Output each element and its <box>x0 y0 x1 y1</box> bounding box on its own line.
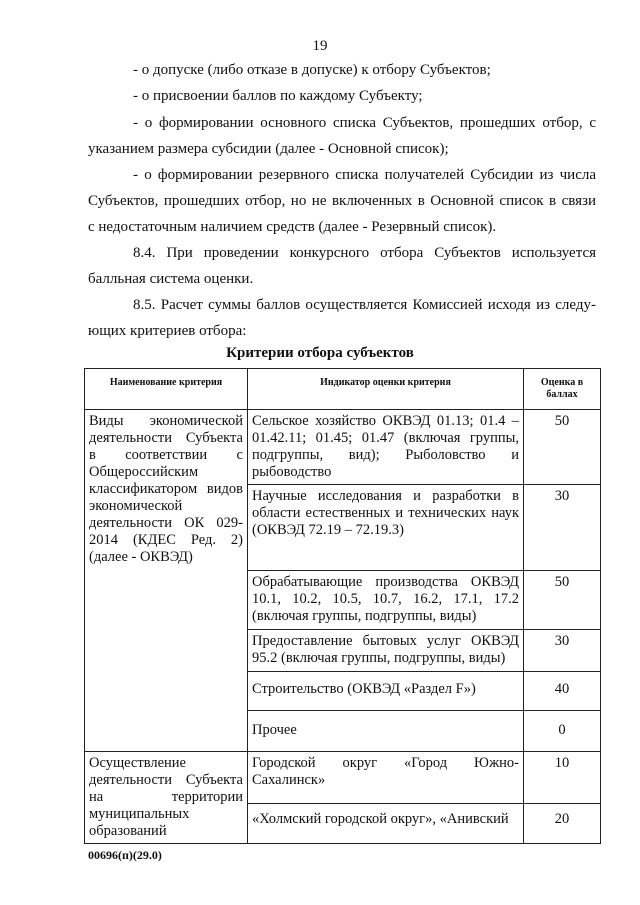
indicator-cell: Городской округ «Город Южно-Сахалинск» <box>248 752 524 804</box>
criterion-name-cell: Виды экономической деятельности Субъекта в соответствии с Общероссийским классификатором видов экономической деятельности ОК 029-2014 (КДЕС Ред. 2) (далее - ОКВЭД) <box>85 410 248 752</box>
paragraph-line: Субъектов, прошедших отбор, но не включенных в Основной список в связи <box>88 193 596 209</box>
indicator-cell: Сельское хозяйство ОКВЭД 01.13; 01.4 – 01.42.11; 01.45; 01.47 (включая группы, подгруппы, вид); Рыболовство и рыбоводство <box>248 410 524 485</box>
paragraph-line: указанием размера субсидии (далее - Основной список); <box>88 141 449 157</box>
score-cell: 10 <box>524 752 601 804</box>
table-title: Критерии отбора субъектов <box>226 345 414 361</box>
paragraph-line: 8.4. При проведении конкурсного отбора Субъектов используется <box>133 245 596 261</box>
header-score: Оценка в баллах <box>524 369 601 410</box>
paragraph-line: с недостаточным наличием средств (далее - Резервный список). <box>88 219 497 235</box>
table-header-row <box>85 369 601 410</box>
table-row <box>85 752 601 804</box>
paragraph-line: балльная система оценки. <box>88 271 254 287</box>
indicator-cell: «Холмский городской округ», «Анивский <box>248 803 524 843</box>
header-indicator: Индикатор оценки критерия <box>248 369 524 410</box>
score-cell: 20 <box>524 803 601 843</box>
paragraph-line: - о формировании резервного списка получателей Субсидии из числа <box>133 167 596 183</box>
paragraph-line: - о допуске (либо отказе в допуске) к отбору Субъектов; <box>133 62 491 78</box>
header-criterion-name: Наименование критерия <box>85 369 248 410</box>
indicator-cell: Предоставление бытовых услуг ОКВЭД 95.2 (включая группы, подгруппы, виды) <box>248 630 524 672</box>
score-cell: 30 <box>524 630 601 672</box>
criterion-name-cell: Осуществление деятельности Субъекта на территории муниципальных образований <box>85 752 248 844</box>
paragraph-line: 8.5. Расчет суммы баллов осуществляется Комиссией исходя из следу- <box>133 297 596 313</box>
criteria-table <box>84 368 601 844</box>
indicator-cell: Прочее <box>248 711 524 752</box>
paragraph-line: - о присвоении баллов по каждому Субъекту; <box>133 88 423 104</box>
paragraph-line: ющих критериев отбора: <box>88 323 247 339</box>
paragraph-line: - о формировании основного списка Субъектов, прошедших отбор, с <box>133 115 596 131</box>
score-cell: 0 <box>524 711 601 752</box>
page-number: 19 <box>312 38 328 54</box>
score-cell: 30 <box>524 485 601 571</box>
score-cell: 40 <box>524 672 601 711</box>
document-code: 00696(п)(29.0) <box>88 848 162 862</box>
score-cell: 50 <box>524 571 601 630</box>
indicator-cell: Обрабатывающие производства ОКВЭД 10.1, 10.2, 10.5, 10.7, 16.2, 17.1, 17.2 (включая группы, подгруппы, виды) <box>248 571 524 630</box>
indicator-cell: Строительство (ОКВЭД «Раздел F») <box>248 672 524 711</box>
table-row <box>85 410 601 485</box>
score-cell: 50 <box>524 410 601 485</box>
indicator-cell: Научные исследования и разработки в области естественных и технических наук (ОКВЭД 72.19 – 72.19.3) <box>248 485 524 571</box>
